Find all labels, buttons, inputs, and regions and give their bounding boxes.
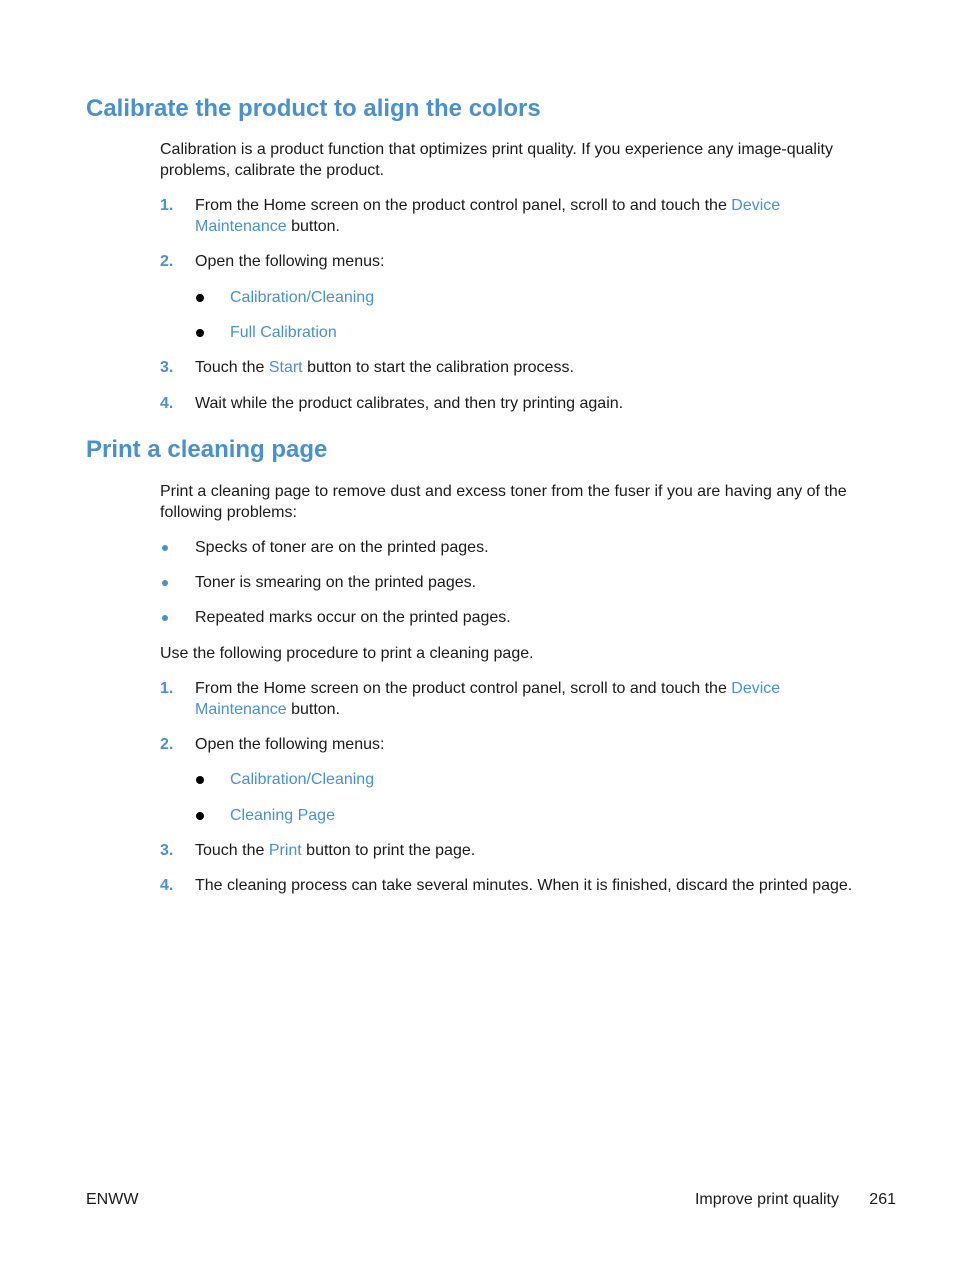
step-number: 4. (160, 877, 174, 894)
step-text: Touch the Print button to print the page. (195, 842, 476, 859)
step-text: From the Home screen on the product control panel, scroll to and touch the Device Maintenance button. (195, 197, 781, 235)
step-number: 3. (160, 842, 174, 859)
problem-text: Specks of toner are on the printed pages. (195, 539, 489, 556)
problem-text: Toner is smearing on the printed pages. (195, 574, 477, 591)
calibrate-intro: Calibration is a product function that optimizes print quality. If you experience any image-quality problems, calibrate the product. (160, 141, 833, 179)
bullet-icon (196, 294, 204, 302)
device-maintenance-link: Device Maintenance (195, 680, 781, 718)
menu-label: Full Calibration (230, 324, 337, 341)
step-number: 2. (160, 736, 174, 753)
step-text: Open the following menus: (195, 736, 385, 753)
bullet-icon (196, 812, 204, 820)
bullet-icon (162, 615, 168, 621)
footer-section-name: Improve print quality (694, 1191, 839, 1208)
step-text: Wait while the product calibrates, and then try printing again. (195, 395, 624, 412)
menu-label: Cleaning Page (230, 807, 335, 824)
step-number: 3. (160, 359, 174, 376)
step-number: 4. (160, 395, 174, 412)
step-number: 2. (160, 253, 174, 270)
problem-text: Repeated marks occur on the printed pages. (195, 609, 511, 626)
page-number: 261 (869, 1191, 896, 1208)
bullet-icon (162, 580, 168, 586)
step-text: Touch the Start button to start the calibration process. (195, 359, 574, 376)
step-number: 1. (160, 197, 174, 214)
bullet-icon (196, 776, 204, 784)
print-link: Print (268, 842, 302, 859)
procedure-intro: Use the following procedure to print a cleaning page. (160, 645, 534, 662)
menu-label: Calibration/Cleaning (230, 771, 375, 788)
section-title-calibrate: Calibrate the product to align the colors (86, 95, 541, 122)
cleaning-intro: Print a cleaning page to remove dust and excess toner from the fuser if you are having any of the following problems: (160, 483, 847, 521)
step-text: From the Home screen on the product control panel, scroll to and touch the Device Maintenance button. (195, 680, 781, 718)
device-maintenance-link: Device Maintenance (195, 197, 781, 235)
bullet-icon (196, 329, 204, 337)
bullet-icon (162, 545, 168, 551)
step-text: Open the following menus: (195, 253, 385, 270)
footer-left: ENWW (86, 1191, 139, 1208)
start-link: Start (268, 359, 303, 376)
step-text: The cleaning process can take several minutes. When it is finished, discard the printed page. (195, 877, 853, 894)
section-title-cleaning-page: Print a cleaning page (86, 436, 328, 463)
step-number: 1. (160, 680, 174, 697)
menu-label: Calibration/Cleaning (230, 289, 375, 306)
